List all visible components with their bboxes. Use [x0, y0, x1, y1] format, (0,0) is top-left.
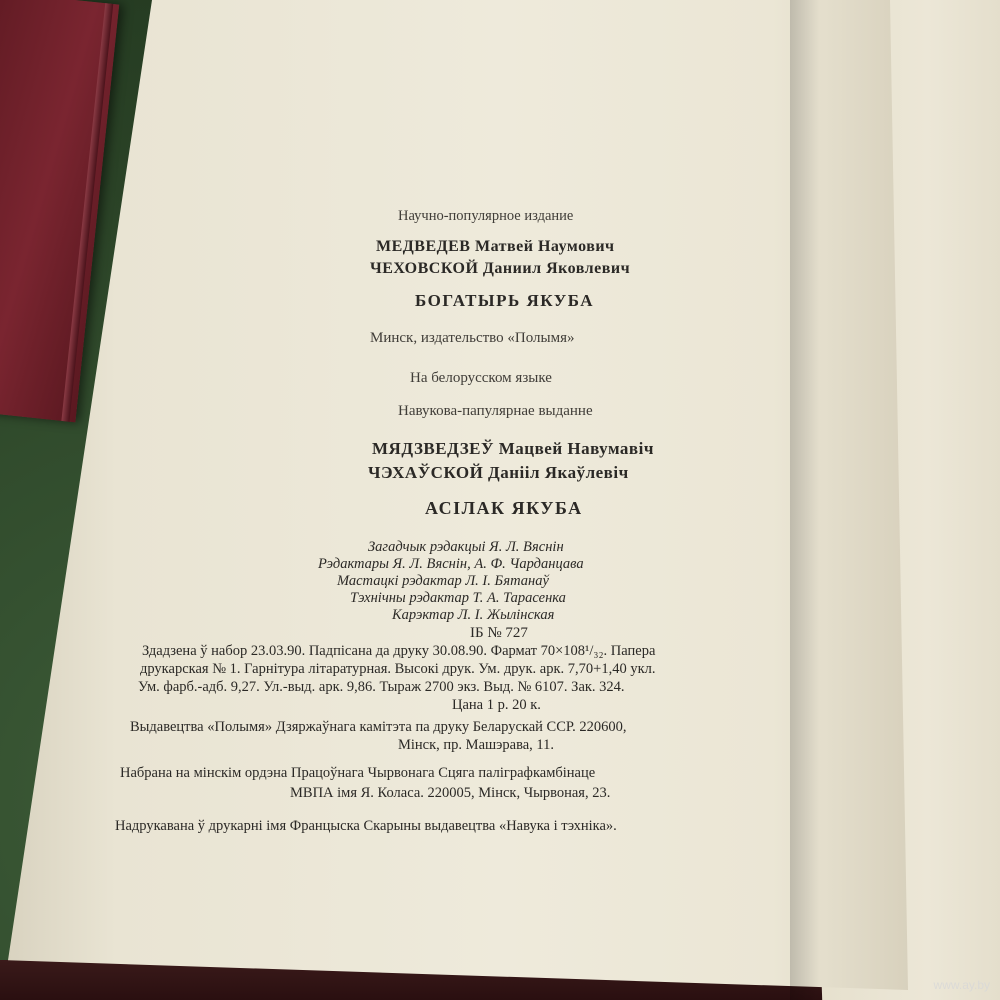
language-note: На белорусском языке — [410, 370, 552, 386]
credit-line: Рэдактары Я. Л. Вяснін, А. Ф. Чарданцава — [318, 556, 584, 572]
author-1-ru: МЕДВЕДЕВ Матвей Наумович — [376, 238, 615, 255]
credit-line: Загадчык рэдакцыі Я. Л. Вяснін — [368, 539, 564, 555]
credit-line: Тэхнічны рэдактар Т. А. Тарасенка — [350, 590, 566, 606]
ib-number: ІБ № 727 — [470, 625, 528, 641]
print-details-line: друкарская № 1. Гарнітура літаратурная. Высокі друк. Ум. друк. арк. 7,70+1,40 укл. — [140, 661, 656, 677]
print-details-line: Ум. фарб.-адб. 9,27. Ул.-выд. арк. 9,86. Тыраж 2700 экз. Выд. № 6107. Зак. 324. — [138, 679, 625, 695]
price: Цана 1 р. 20 к. — [452, 697, 541, 713]
title-be: АСІЛАК ЯКУБА — [425, 498, 583, 518]
publisher-ru: Минск, издательство «Полымя» — [370, 330, 575, 346]
publisher-address-line: Выдавецтва «Полымя» Дзяржаўнага камітэта па друку Беларускай ССР. 220600, — [130, 719, 627, 735]
credit-line: Карэктар Л. І. Жылінская — [392, 607, 555, 623]
genre-be: Навукова-папулярнае выданне — [398, 403, 593, 419]
typeset-by-line: Набрана на мінскім ордэна Працоўнага Чырвонага Сцяга паліграфкамбінаце — [120, 765, 596, 781]
watermark: www.ay.by — [933, 978, 990, 992]
title-ru: БОГАТЫРЬ ЯКУБА — [415, 291, 595, 310]
genre-ru: Научно-популярное издание — [398, 208, 574, 224]
typeset-by-line: МВПА імя Я. Коласа. 220005, Мінск, Чырвоная, 23. — [290, 785, 611, 801]
author-2-be: ЧЭХАЎСКОЙ Данііл Якаўлевіч — [368, 463, 629, 482]
credit-line: Мастацкі рэдактар Л. І. Бятанаў — [337, 573, 549, 589]
publisher-address-line: Мінск, пр. Машэрава, 11. — [398, 737, 555, 753]
author-2-ru: ЧЕХОВСКОЙ Даниил Яковлевич — [370, 260, 631, 277]
page-gutter-shadow — [790, 0, 820, 1000]
imprint-page — [8, 0, 908, 990]
author-1-be: МЯДЗВЕДЗЕЎ Мацвей Навумавіч — [372, 439, 654, 458]
printed-by: Надрукавана ў друкарні імя Францыска Скарыны выдавецтва «Навука і тэхніка». — [115, 818, 617, 834]
print-details-line: Здадзена ў набор 23.03.90. Падпісана да друку 30.08.90. Фармат 70×108¹/₃₂. Папера — [142, 643, 656, 659]
